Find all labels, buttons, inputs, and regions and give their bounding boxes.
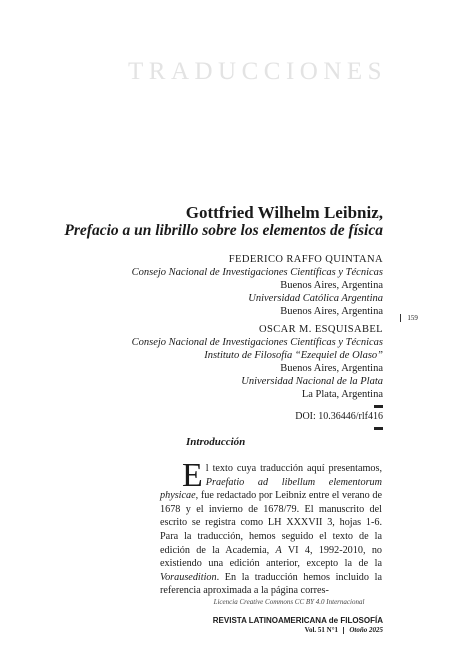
author-location: Buenos Aires, Argentina [280, 363, 383, 374]
article-subtitle: Prefacio a un librillo sobre los elementos de física [64, 222, 383, 239]
author-location: Buenos Aires, Argentina [280, 306, 383, 317]
separator-icon [343, 627, 344, 634]
author-affiliation: Consejo Nacional de Investigaciones Científicas y Técnicas [131, 337, 383, 348]
doi-divider [374, 427, 383, 430]
author-affiliation: Consejo Nacional de Investigaciones Científicas y Técnicas [131, 267, 383, 278]
page-number: 159 [400, 314, 418, 322]
volume-info: Vol. 51 N°1 Otoño 2025 [304, 626, 383, 634]
author-affiliation: Universidad Católica Argentina [248, 293, 383, 304]
author-location: La Plata, Argentina [301, 389, 383, 400]
drop-cap: E [182, 457, 203, 494]
section-header: TRADUCCIONES [128, 58, 388, 85]
journal-name: REVISTA LATINOAMERICANA de FILOSOFÍA [212, 616, 383, 625]
author-affiliation: Universidad Nacional de la Plata [241, 376, 383, 387]
author-name: OSCAR M. ESQUISABEL [259, 324, 383, 335]
author-location: Buenos Aires, Argentina [280, 280, 383, 291]
intro-paragraph: El texto cuya traducción aquí presentamos, Praefatio ad libellum elementorum physicae, fue redactado por Leibniz entre el verano de 1678 y el invierno de 1678/79. El manuscrito del escrito se registra como LH XXXVII 3, hojas 1-6. Para la traducción, hemos seguido el texto de la edición de la Academia, A VI 4, 1992-2010, no existiendo una edición anterior, excepto la de la Vorausedition. En la traducción hemos incluido la referencia aproximada a la página corres- [160, 457, 383, 597]
author-affiliation: Instituto de Filosofía “Ezequiel de Olaso” [204, 350, 383, 361]
doi-divider [374, 405, 383, 408]
section-title: Introducción [186, 436, 246, 448]
page-marker-icon [400, 314, 401, 322]
doi[interactable]: DOI: 10.36446/rlf416 [295, 411, 383, 422]
license-note: Licencia Creative Commons CC BY 4.0 Internacional [213, 598, 365, 606]
author-name: FEDERICO RAFFO QUINTANA [228, 254, 383, 265]
article-title: Gottfried Wilhelm Leibniz, [185, 203, 383, 222]
